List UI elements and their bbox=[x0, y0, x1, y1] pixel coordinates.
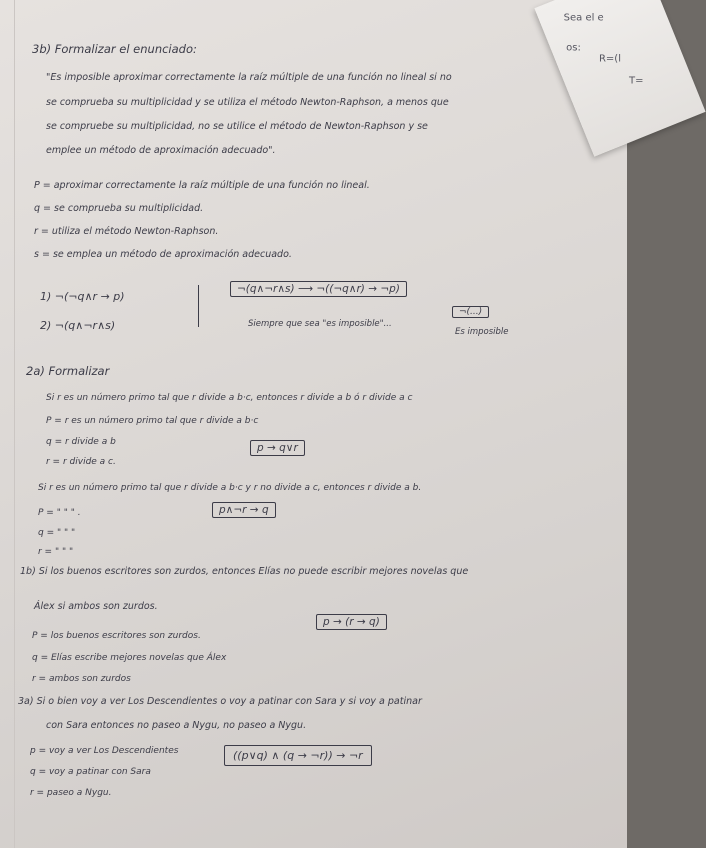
section-title-2a: 2a) Formalizar bbox=[26, 364, 110, 378]
definition-line: P = los buenos escritores son zurdos. bbox=[32, 631, 201, 641]
definition-line: q = " " " bbox=[38, 528, 76, 538]
quote-line: se comprueba su multiplicidad y se utiliza el método Newton-Raphson, a menos que bbox=[46, 97, 449, 108]
definition-line: P = aproximar correctamente la raíz múltiple de una función no lineal. bbox=[34, 180, 370, 191]
definition-line: r = " " " bbox=[38, 547, 74, 557]
section-title-3a: 3a) Si o bien voy a ver Los Descendientes o voy a patinar con Sara y si voy a patinar bbox=[18, 696, 422, 707]
definition-line: r = ambos son zurdos bbox=[32, 674, 131, 684]
note-text: Siempre que sea "es imposible"... bbox=[248, 319, 392, 329]
quote-line: emplee un método de aproximación adecuado". bbox=[46, 145, 276, 156]
answer-box-3b: ¬(q∧¬r∧s) ⟶ ¬((¬q∧r) → ¬p) bbox=[230, 281, 407, 297]
corner-fragment: Sea el e bbox=[563, 12, 604, 24]
definition-line: q = se comprueba su multiplicidad. bbox=[34, 203, 204, 214]
quote-line: "Es imposible aproximar correctamente la raíz múltiple de una función no lineal si no bbox=[46, 72, 452, 83]
option-1: 1) ¬(¬q∧r → p) bbox=[40, 290, 125, 303]
section-title-3b: 3b) Formalizar el enunciado: bbox=[32, 42, 197, 56]
definition-line: r = utiliza el método Newton-Raphson. bbox=[34, 226, 219, 237]
statement-line: Si r es un número primo tal que r divide a b·c, entonces r divide a b ó r divide a c bbox=[46, 393, 413, 403]
definition-line: r = paseo a Nygu. bbox=[30, 788, 112, 798]
answer-box-2a-1: p → q∨r bbox=[250, 440, 305, 456]
definition-line: P = " " " . bbox=[38, 508, 81, 518]
margin-line bbox=[14, 0, 15, 848]
definition-line: q = Elías escribe mejores novelas que Álex bbox=[32, 653, 227, 663]
note-text: Es imposible bbox=[455, 327, 509, 337]
corner-fragment: os: bbox=[566, 42, 581, 54]
option-2: 2) ¬(q∧¬r∧s) bbox=[40, 319, 116, 332]
corner-fragment: T= bbox=[629, 75, 644, 87]
definition-line: P = r es un número primo tal que r divide a b·c bbox=[46, 416, 259, 426]
answer-box-3a: ((p∨q) ∧ (q → ¬r)) → ¬r bbox=[224, 745, 372, 766]
section-title-1b: 1b) Si los buenos escritores son zurdos, entonces Elías no puede escribir mejores novelas que bbox=[20, 566, 469, 577]
definition-line: p = voy a ver Los Descendientes bbox=[30, 746, 179, 756]
definition-line: q = r divide a b bbox=[46, 437, 116, 447]
definition-line: q = voy a patinar con Sara bbox=[30, 767, 151, 777]
statement-line: Álex si ambos son zurdos. bbox=[34, 601, 158, 612]
definition-line: r = r divide a c. bbox=[46, 457, 116, 467]
quote-line: se compruebe su multiplicidad, no se utilice el método de Newton-Raphson y se bbox=[46, 121, 428, 132]
adjacent-page-corner bbox=[534, 0, 705, 157]
definition-line: s = se emplea un método de aproximación adecuado. bbox=[34, 249, 292, 260]
note-box: ¬(...) bbox=[452, 306, 489, 318]
corner-fragment: R=(l bbox=[598, 53, 621, 65]
answer-box-1b: p → (r → q) bbox=[316, 614, 387, 630]
statement-line: Si r es un número primo tal que r divide a b·c y r no divide a c, entonces r divide a b. bbox=[38, 483, 422, 493]
statement-line: con Sara entonces no paseo a Nygu, no paseo a Nygu. bbox=[46, 720, 307, 731]
answer-box-2a-2: p∧¬r → q bbox=[212, 502, 276, 518]
separator-bar bbox=[198, 285, 199, 327]
